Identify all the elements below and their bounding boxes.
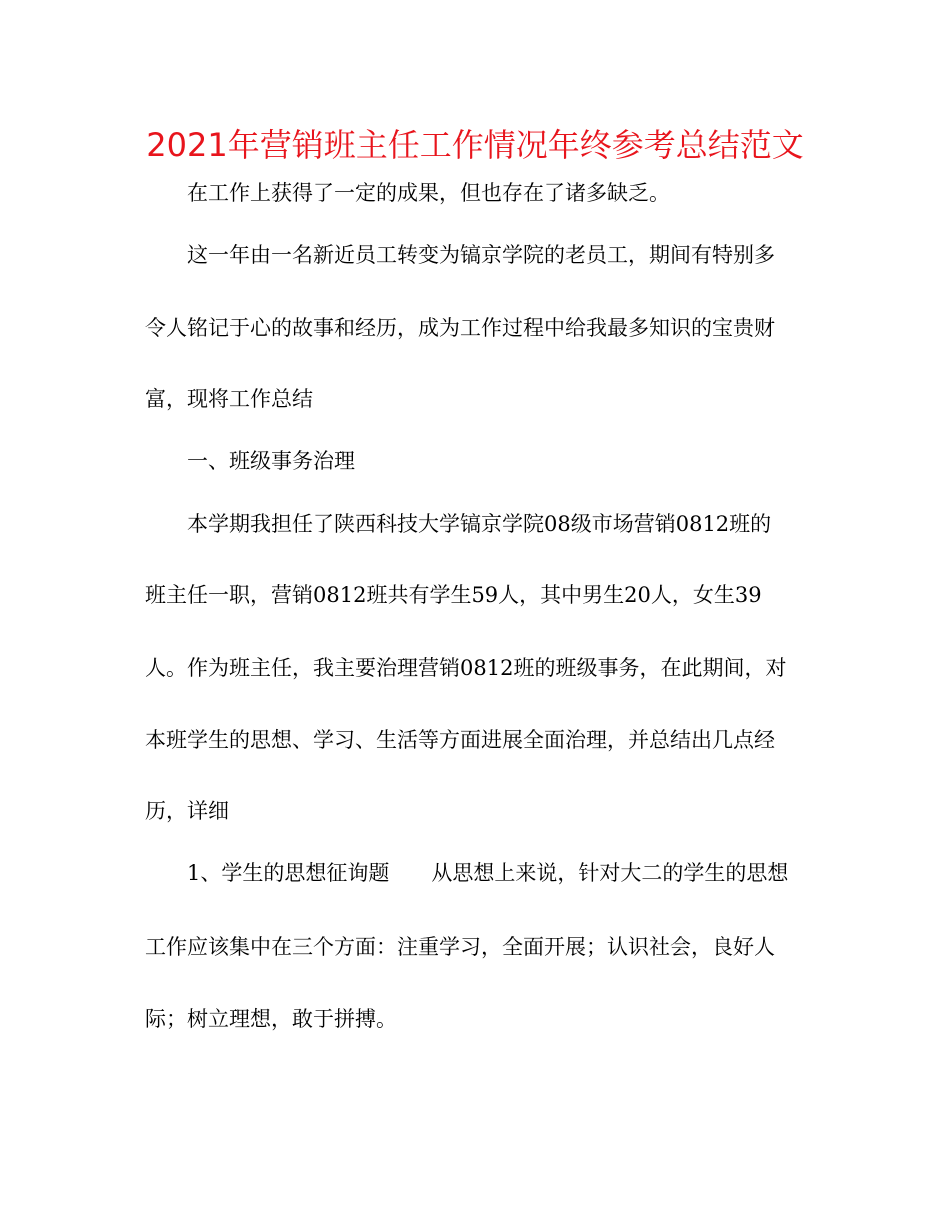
document-title: 2021年营销班主任工作情况年终参考总结范文: [146, 126, 804, 164]
paragraph-line: 富，现将工作总结: [145, 387, 313, 411]
paragraph-line: 人。作为班主任，我主要治理营销0812班的班级事务，在此期间，对: [145, 656, 787, 680]
paragraph-line: 历，详细: [145, 799, 229, 823]
paragraph-line: 际；树立理想，敢于拼搏。: [145, 1007, 397, 1031]
paragraph-line: 这一年由一名新近员工转变为镐京学院的老员工，期间有特别多: [187, 243, 775, 267]
paragraph-line: 令人铭记于心的故事和经历，成为工作过程中给我最多知识的宝贵财: [145, 316, 775, 340]
paragraph-line: 工作应该集中在三个方面：注重学习，全面开展；认识社会，良好人: [145, 935, 775, 959]
paragraph-line: 本学期我担任了陕西科技大学镐京学院08级市场营销0812班的: [187, 512, 772, 536]
section-heading: 一、班级事务治理: [187, 449, 355, 473]
paragraph-line: 在工作上获得了一定的成果，但也存在了诸多缺乏。: [187, 181, 670, 205]
paragraph-line: 1、学生的思想征询题 从思想上来说，针对大二的学生的思想: [187, 861, 789, 885]
paragraph-line: 班主任一职，营销0812班共有学生59人，其中男生20人，女生39: [145, 583, 762, 607]
paragraph-line: 本班学生的思想、学习、生活等方面进展全面治理，并总结出几点经: [145, 728, 775, 752]
